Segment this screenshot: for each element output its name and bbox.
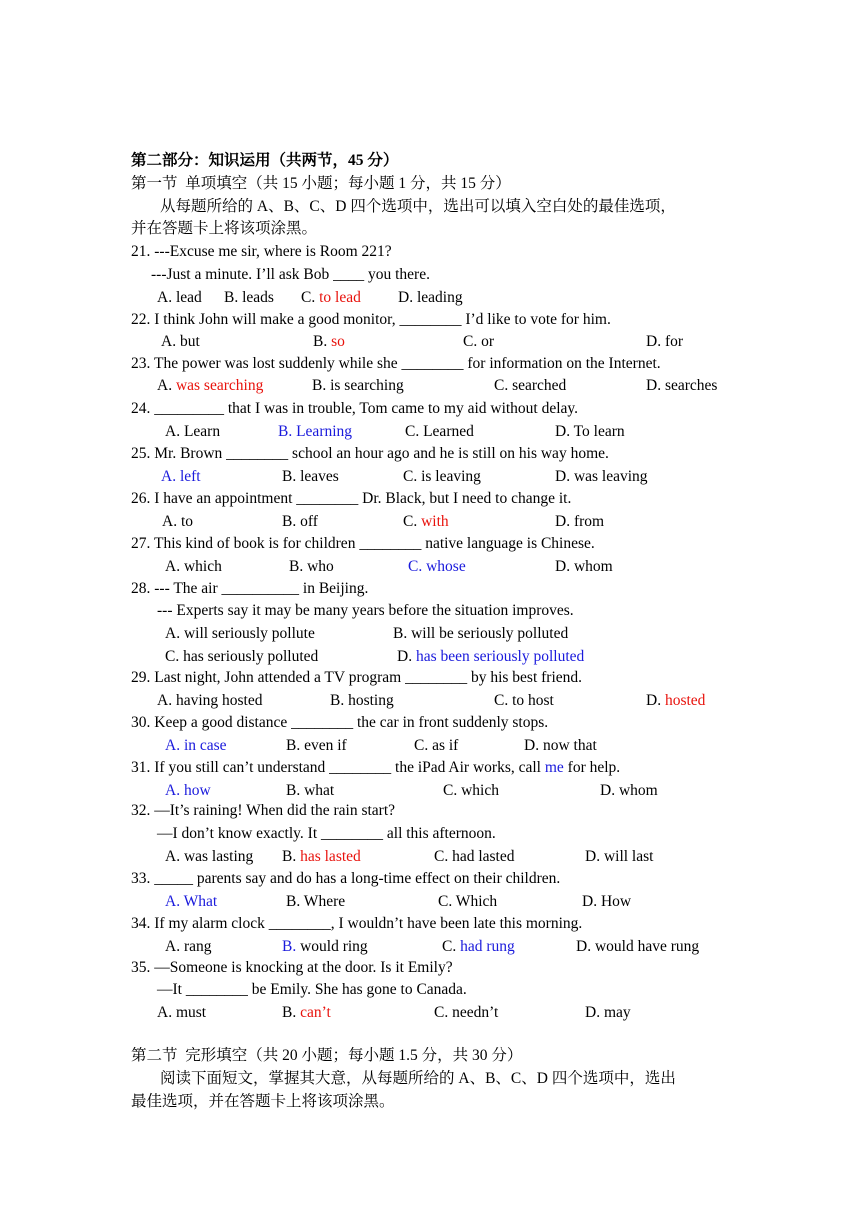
option-29-a: A. having hosted	[157, 692, 263, 709]
option-30-b: B. even if	[286, 737, 347, 754]
question-30: 30. Keep a good distance ________ the car in front suddenly stops.	[131, 714, 549, 731]
question-35-reply: —It ________ be Emily. She has gone to Canada.	[157, 981, 467, 998]
question-32: 32. —It’s raining! When did the rain start?	[131, 802, 396, 819]
option-23-c: C. searched	[494, 377, 567, 394]
option-34-b: B. would ring	[282, 938, 368, 955]
option-22-d: D. for	[646, 333, 684, 350]
marked-answer: hosted	[664, 692, 706, 709]
question-24: 24. _________ that I was in trouble, Tom came to my aid without delay.	[131, 400, 579, 417]
option-35-a: A. must	[157, 1004, 207, 1021]
option-32-a: A. was lasting	[165, 848, 254, 865]
option-21-c: C. to lead	[301, 289, 361, 306]
option-33-c: C. Which	[438, 893, 498, 910]
option-21-a: A. lead	[157, 289, 202, 306]
question-28-reply: --- Experts say it may be many years before the situation improves.	[157, 602, 574, 619]
marked-answer: with	[421, 513, 449, 530]
option-24-a: A. Learn	[165, 423, 221, 440]
option-25-d: D. was leaving	[555, 468, 648, 485]
option-26-d: D. from	[555, 513, 605, 530]
option-23-b: B. is searching	[312, 377, 404, 394]
question-27: 27. This kind of book is for children ________ native language is Chinese.	[131, 535, 595, 552]
section1-title: 第一节 单项填空（共 15 小题；每小题 1 分，共 15 分）	[131, 175, 511, 192]
option-27-c: C. whose	[408, 558, 466, 575]
marked-answer: so	[331, 333, 345, 350]
option-28-d: D. has been seriously polluted	[397, 648, 585, 665]
option-21-b: B. leads	[224, 289, 274, 306]
option-35-c: C. needn’t	[434, 1004, 499, 1021]
question-34: 34. If my alarm clock ________, I wouldn’t have been late this morning.	[131, 915, 583, 932]
question-28: 28. --- The air __________ in Beijing.	[131, 580, 369, 597]
option-25-c: C. is leaving	[403, 468, 481, 485]
marked-answer: to lead	[319, 289, 361, 306]
question-22: 22. I think John will make a good monitor, ________ I’d like to vote for him.	[131, 311, 611, 328]
option-34-d: D. would have rung	[576, 938, 700, 955]
option-28-a: A. will seriously pollute	[165, 625, 315, 642]
marked-answer: can’t	[300, 1004, 331, 1021]
option-25-b: B. leaves	[282, 468, 339, 485]
option-35-b: B. can’t	[282, 1004, 331, 1021]
marked-word: me	[544, 759, 564, 776]
question-32-reply: —I don’t know exactly. It ________ all this afternoon.	[157, 825, 496, 842]
option-34-a: A. rang	[165, 938, 212, 955]
option-32-b: B. has lasted	[282, 848, 361, 865]
option-29-b: B. hosting	[330, 692, 394, 709]
question-26: 26. I have an appointment ________ Dr. Black, but I need to change it.	[131, 490, 572, 507]
option-22-a: A. but	[161, 333, 200, 350]
question-33: 33. _____ parents say and do has a long-time effect on their children.	[131, 870, 561, 887]
option-28-b: B. will be seriously polluted	[393, 625, 569, 642]
marked-answer: has been seriously polluted	[415, 648, 585, 665]
option-32-c: C. had lasted	[434, 848, 515, 865]
option-31-d: D. whom	[600, 782, 658, 799]
question-21: 21. ---Excuse me sir, where is Room 221?	[131, 243, 392, 260]
option-26-b: B. off	[282, 513, 318, 530]
option-30-a: A. in case	[165, 737, 227, 754]
option-21-d: D. leading	[398, 289, 463, 306]
option-34-c: C. had rung	[442, 938, 515, 955]
option-23-d: D. searches	[646, 377, 718, 394]
question-23: 23. The power was lost suddenly while she ________ for information on the Internet.	[131, 355, 661, 372]
option-27-a: A. which	[165, 558, 222, 575]
option-26-a: A. to	[162, 513, 193, 530]
option-24-b: B. Learning	[278, 423, 353, 440]
section2-instruction-line1: 阅读下面短文，掌握其大意，从每题所给的 A、B、C、D 四个选项中，选出	[160, 1070, 676, 1087]
marked-answer: had rung	[460, 938, 515, 955]
section2-title: 第二节 完形填空（共 20 小题；每小题 1.5 分，共 30 分）	[131, 1047, 523, 1064]
option-28-c: C. has seriously polluted	[165, 648, 319, 665]
option-31-c: C. which	[443, 782, 499, 799]
option-24-d: D. To learn	[555, 423, 625, 440]
option-23-a: A. was searching	[157, 377, 264, 394]
question-25: 25. Mr. Brown ________ school an hour ago and he is still on his way home.	[131, 445, 609, 462]
option-33-d: D. How	[582, 893, 632, 910]
section1-instruction-line2: 并在答题卡上将该项涂黑。	[131, 220, 318, 237]
question-31: 31. If you still can’t understand ________ the iPad Air works, call me for help.	[131, 759, 621, 776]
section2-instruction-line2: 最佳选项，并在答题卡上将该项涂黑。	[131, 1093, 395, 1110]
marked-letter: B.	[282, 938, 297, 955]
option-25-a: A. left	[161, 468, 201, 485]
option-24-c: C. Learned	[405, 423, 474, 440]
option-35-d: D. may	[585, 1004, 631, 1021]
question-21-reply: ---Just a minute. I’ll ask Bob ____ you there.	[151, 266, 430, 283]
option-31-a: A. how	[165, 782, 211, 799]
option-30-c: C. as if	[414, 737, 459, 754]
option-33-b: B. Where	[286, 893, 346, 910]
marked-answer: has lasted	[300, 848, 361, 865]
option-26-c: C. with	[403, 513, 449, 530]
option-33-a: A. What	[165, 893, 218, 910]
section1-instruction-line1: 从每题所给的 A、B、C、D 四个选项中，选出可以填入空白处的最佳选项，	[160, 198, 676, 215]
question-35: 35. —Someone is knocking at the door. Is it Emily?	[131, 959, 453, 976]
option-27-d: D. whom	[555, 558, 613, 575]
option-30-d: D. now that	[524, 737, 597, 754]
option-27-b: B. who	[289, 558, 334, 575]
option-32-d: D. will last	[585, 848, 654, 865]
option-29-c: C. to host	[494, 692, 554, 709]
option-22-b: B. so	[313, 333, 345, 350]
option-22-c: C. or	[463, 333, 494, 350]
part-title: 第二部分：知识运用（共两节，45 分）	[131, 152, 399, 169]
marked-answer: was searching	[175, 377, 264, 394]
question-29: 29. Last night, John attended a TV program ________ by his best friend.	[131, 669, 583, 686]
option-31-b: B. what	[286, 782, 335, 799]
option-29-d: D. hosted	[646, 692, 706, 709]
